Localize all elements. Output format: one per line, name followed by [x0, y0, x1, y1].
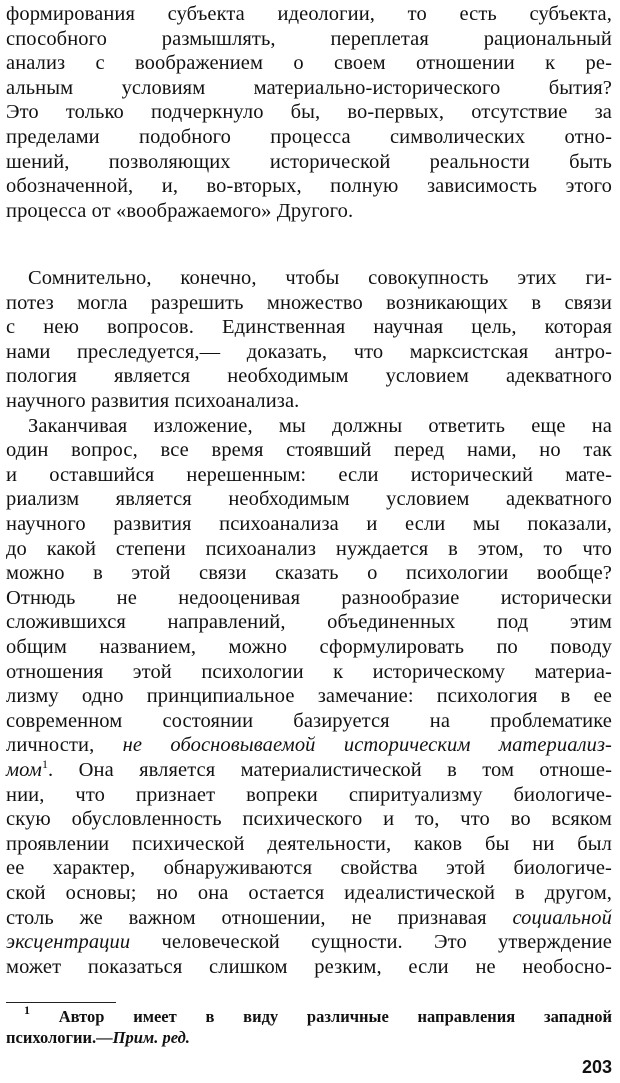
text-line: с нею вопросов. Единственная научная цель, которая: [6, 316, 612, 339]
page-number: 203: [581, 1057, 612, 1077]
book-page: [6, 0, 612, 1083]
text-line: до какой степени психоанализ нуждается в этом, то что: [6, 537, 612, 560]
italic-text: эксцентрации: [6, 931, 131, 954]
text-line: скую обусловленность психического и то, что во всяком: [6, 808, 612, 831]
text-line: Заканчивая изложение, мы должны ответить еще на: [28, 414, 612, 437]
text-line: пология является необходимым условием адекватного: [6, 365, 612, 388]
footnote-reference[interactable]: 1: [41, 757, 49, 771]
text-span: столь же важном отношении, не признавая: [6, 906, 513, 929]
text-line: [6, 906, 612, 931]
footnote-line: [6, 1003, 612, 1028]
text-line: потез могла разрешить множество возникающих в связи: [6, 291, 612, 314]
text-line: пределами подобного процесса символических отно-: [6, 126, 612, 148]
text-line: и оставшийся нерешенным: если исторический мате-: [6, 463, 612, 486]
text-line: сложившихся направлений, объединенных под этим: [6, 611, 612, 634]
text-line: способного размышлять, переплетая рациональный: [6, 27, 612, 50]
text-line: процесса от «воображаемого» Другого.: [6, 199, 354, 222]
text-line: Сомнительно, конечно, чтобы совокупность этих ги-: [28, 267, 612, 289]
text-line: Отнюдь не недооценивая разнообразие исторически: [6, 586, 612, 609]
italic-text: социальной: [512, 906, 612, 929]
footnote-line: [6, 1027, 612, 1049]
text-line: [6, 758, 612, 783]
italic-text: не обосновываемой историческим материализ-: [122, 734, 612, 757]
footnote-editor-note: Прим. ред.: [112, 1028, 190, 1047]
text-span: человеческой сущности. Это утверждение: [130, 931, 612, 954]
text-line: обозначенной, и, во-вторых, полную зависимость этого: [6, 175, 612, 198]
text-line: научного развития психоанализа и если мы показали,: [6, 513, 612, 535]
text-line: современном состоянии базируется на проблематике: [6, 709, 612, 732]
text-line: один вопрос, все время стоявший перед нами, но так: [6, 439, 612, 462]
text-line: шений, позволяющих исторической реальности быть: [6, 150, 612, 173]
text-line: формирования субъекта идеологии, то есть субъекта,: [6, 3, 612, 25]
text-line: риализм является необходимым условием адекватного: [6, 488, 612, 511]
text-line: альным условиям материально-исторического бытия?: [6, 76, 612, 99]
footnote-separator: [6, 1002, 116, 1003]
italic-text: мом: [6, 759, 42, 781]
text-line: Это только подчеркнуло бы, во-первых, отсутствие за: [6, 101, 612, 124]
text-line: лизму одно принципиальное замечание: психология в ее: [6, 685, 612, 708]
footnote-mark: 1: [24, 1003, 30, 1017]
text-line: научного развития психоанализа.: [6, 390, 300, 412]
text-line: можно в этой связи сказать о психологии вообще?: [6, 562, 612, 585]
text-line: [6, 733, 612, 758]
text-line: анализ с воображением о своем отношении к ре-: [6, 52, 612, 75]
text-line: отношения этой психологии к историческому материа-: [6, 660, 612, 683]
text-span: личности,: [6, 734, 123, 757]
footnote-text: психологии.—: [6, 1028, 113, 1047]
text-span: . Она является материалистической в том отноше-: [48, 759, 612, 781]
text-line: проявлении психической деятельности, каков бы ни был: [6, 832, 612, 855]
text-line: может показаться слишком резким, если не необосно-: [6, 955, 612, 978]
text-line: нии, что признает вопреки спиритуализму биологиче-: [6, 783, 612, 806]
text-line: [6, 930, 612, 955]
text-line: ее характер, обнаруживаются свойства этой биологиче-: [6, 857, 612, 880]
footnote-text: Автор имеет в виду различные направления западной: [30, 1007, 612, 1026]
text-line: общим названием, можно сформулировать по поводу: [6, 636, 612, 658]
text-line: нами преследуется,— доказать, что марксистская антро-: [6, 340, 612, 363]
text-line: ской основы; но она остается идеалистической в другом,: [6, 882, 612, 904]
